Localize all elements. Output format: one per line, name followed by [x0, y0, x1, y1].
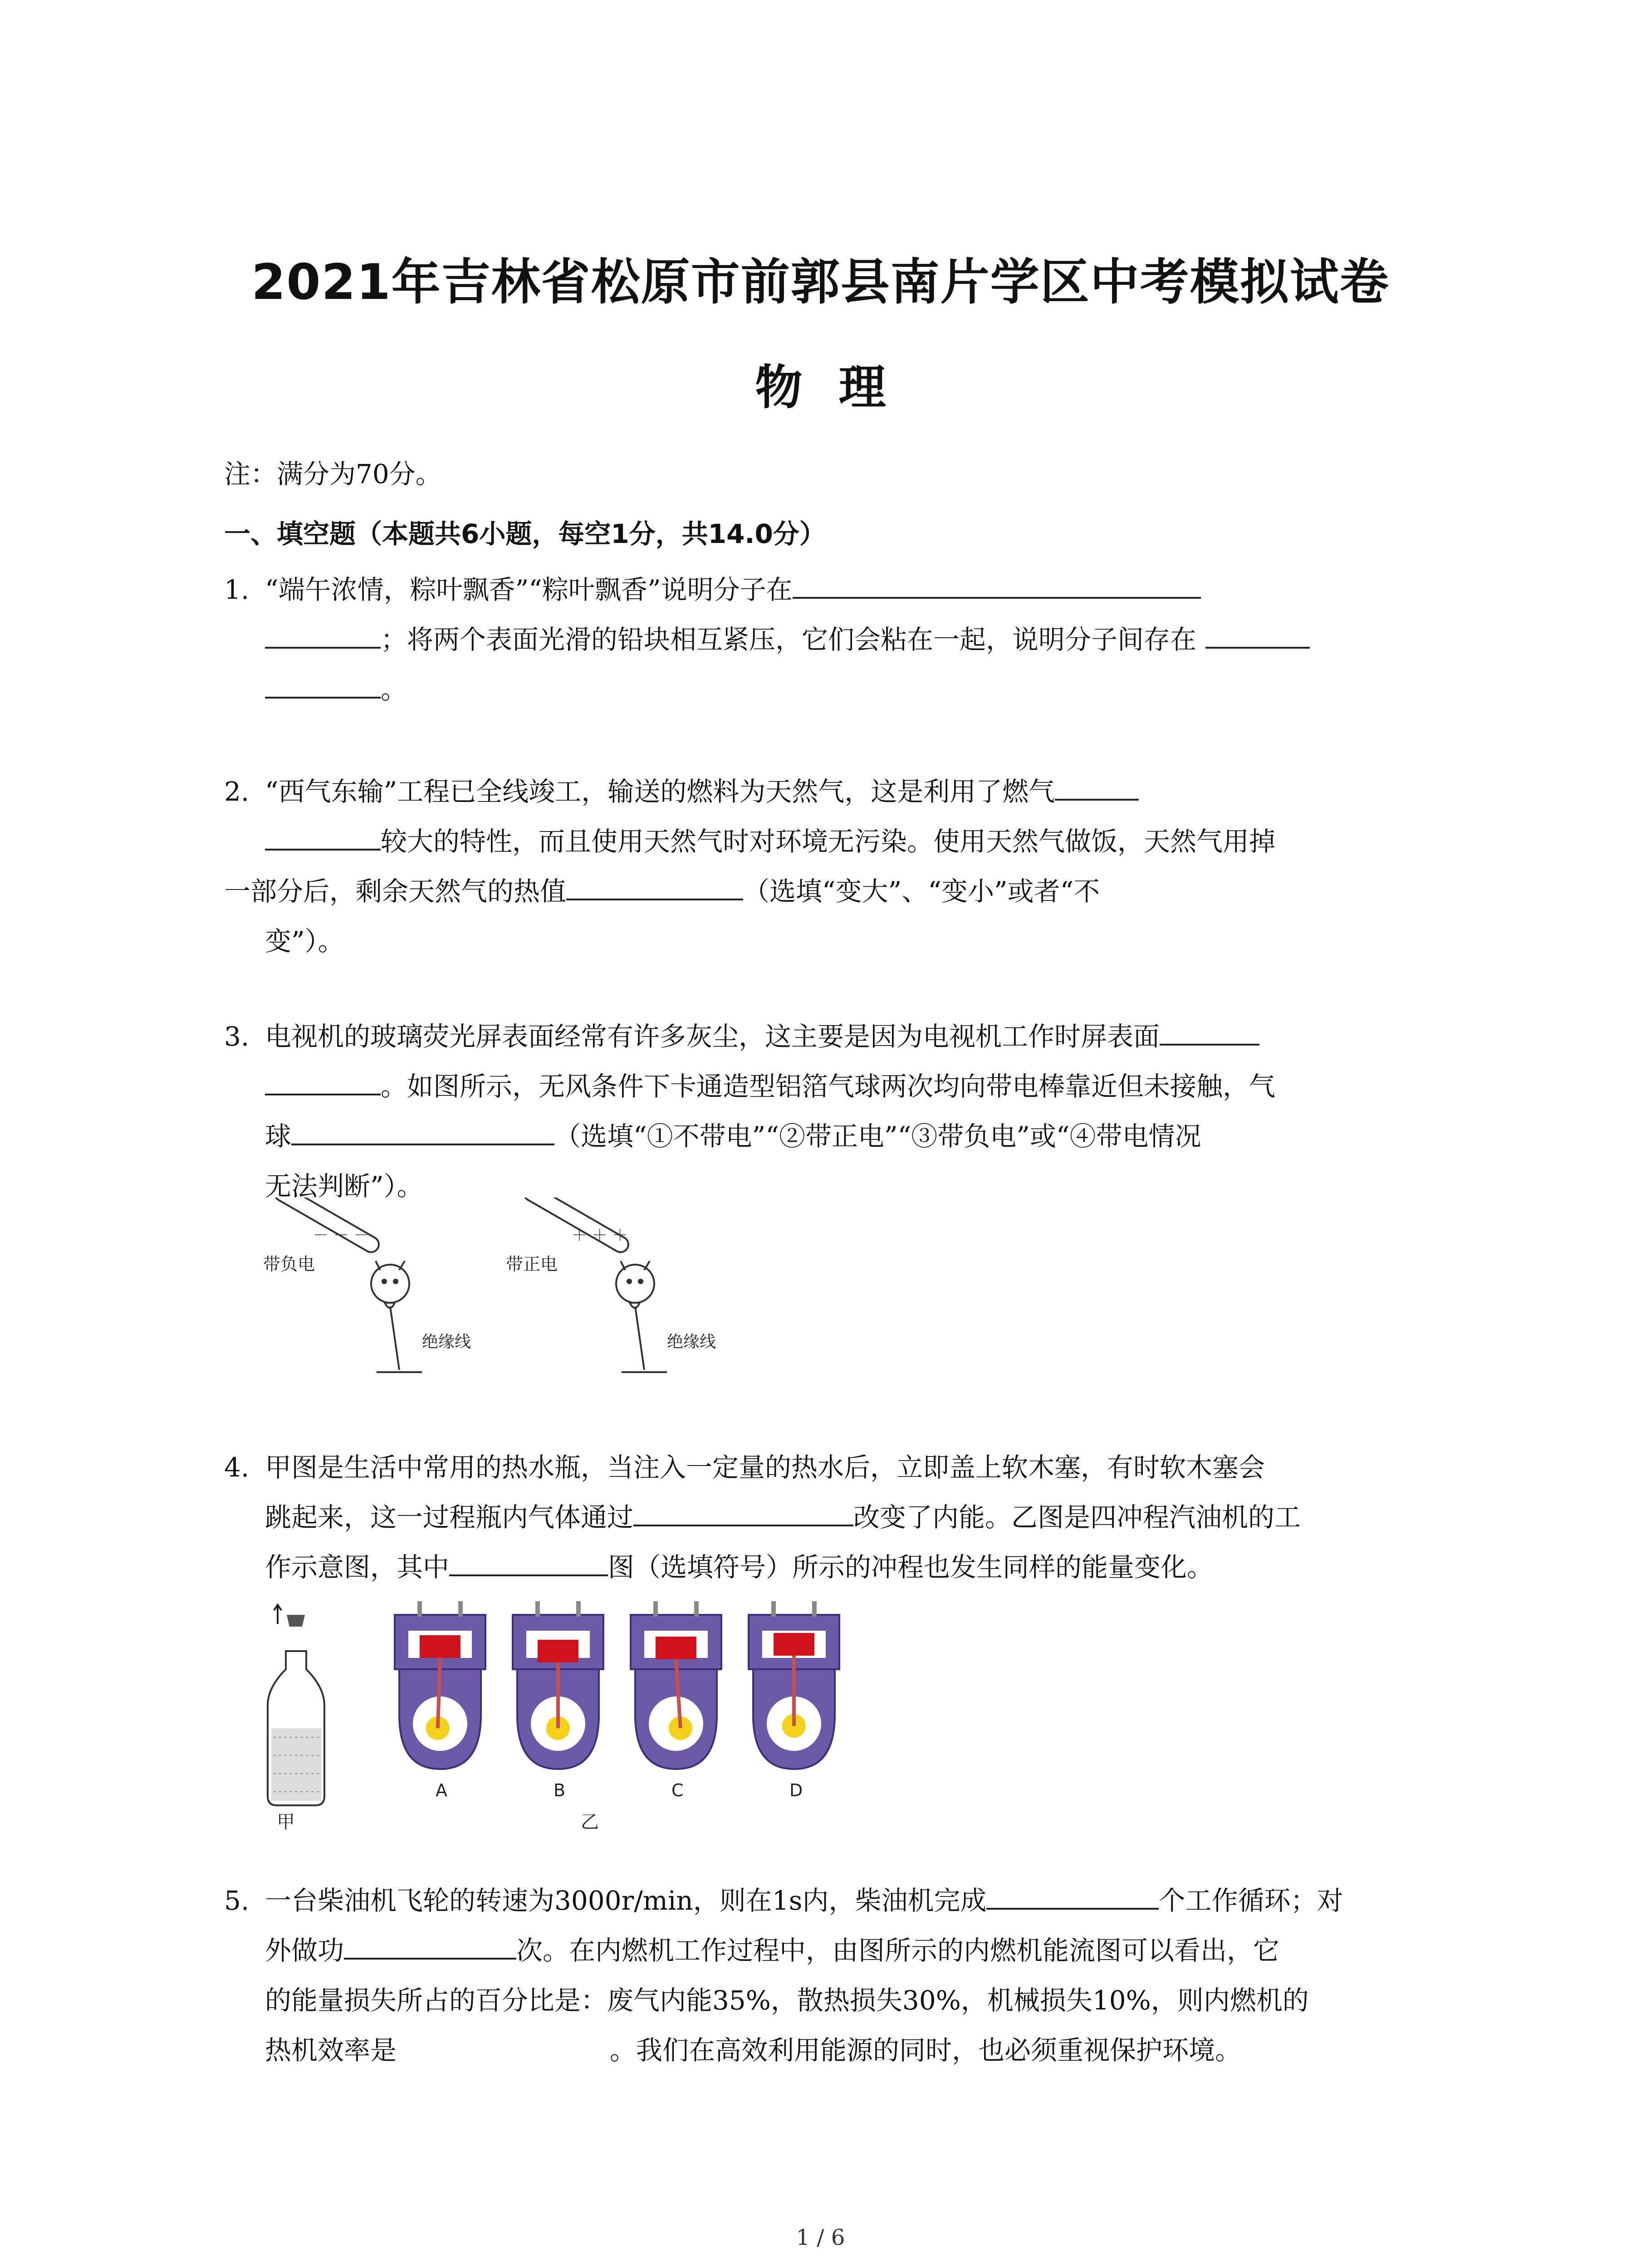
figure-label: 甲 [277, 1812, 295, 1833]
answer-blank[interactable] [1055, 772, 1139, 801]
question-text: 甲图是生活中常用的热水瓶，当注入一定量的热水后，立即盖上软木塞，有时软木塞会 [265, 1452, 1265, 1483]
wire-label: 绝缘线 [667, 1333, 716, 1351]
question-text: 外做功 [265, 1935, 344, 1966]
question-text: “端午浓情，粽叶飘香”“粽叶飘香”说明分子在 [265, 574, 793, 605]
engine-b [513, 1601, 603, 1769]
engine-c [631, 1601, 721, 1769]
engine-a [395, 1601, 485, 1769]
rod-label: 带负电 [263, 1254, 315, 1274]
engine-label: C [671, 1780, 684, 1800]
thermos-icon [268, 1605, 324, 1805]
question-text: 一台柴油机飞轮的转速为3000r/min，则在1s内，柴油机完成 [265, 1885, 987, 1916]
question-text: 作示意图，其中 [265, 1552, 450, 1583]
question-number: 2. [224, 776, 250, 807]
question-number: 4. [224, 1452, 250, 1483]
answer-blank[interactable] [397, 2032, 610, 2059]
answer-blank[interactable] [265, 670, 381, 699]
question-text: 图（选填符号）所示的冲程也发生同样的能量变化。 [608, 1552, 1214, 1583]
rod-charges: － － － [313, 1227, 369, 1245]
question-text: 。 [381, 674, 407, 705]
answer-blank[interactable] [265, 620, 381, 649]
answer-blank[interactable] [1205, 620, 1310, 649]
answer-blank[interactable] [1160, 1017, 1259, 1046]
question-3 [224, 1012, 1449, 1211]
answer-blank[interactable] [291, 1116, 554, 1145]
question-number: 1. [224, 574, 250, 605]
question-text: 电视机的玻璃荧光屏表面经常有许多灰尘，这主要是因为电视机工作时屏表面 [265, 1021, 1160, 1052]
wire-label: 绝缘线 [422, 1333, 471, 1351]
answer-blank[interactable] [633, 1497, 853, 1526]
engine-label: A [436, 1780, 447, 1800]
question-5 [224, 1876, 1449, 2075]
answer-blank[interactable] [449, 1547, 608, 1576]
answer-blank[interactable] [566, 871, 743, 900]
section-heading: 一、填空题（本题共6小题，每空1分，共14.0分） [224, 518, 826, 549]
charged-rod-balloon-figure [259, 1198, 780, 1388]
question-text: ；将两个表面光滑的铅块相互紧压，它们会粘在一起，说明分子间存在 [381, 624, 1197, 655]
question-number: 5. [224, 1885, 250, 1916]
score-note: 注：满分为70分。 [224, 459, 442, 489]
engine-label: B [554, 1780, 566, 1800]
question-text: 跳起来，这一过程瓶内气体通过 [265, 1502, 634, 1533]
figure-label: 乙 [581, 1812, 599, 1833]
subject-title: 物理 [755, 360, 922, 415]
question-text: （选填“①不带电”“②带正电”“③带负电”或“④带电情况 [554, 1121, 1201, 1152]
question-text: 球 [265, 1121, 292, 1152]
page-number: 1 / 6 [796, 2225, 845, 2250]
question-text: 的能量损失所占的百分比是：废气内能35%，散热损失30%，机械损失10%，则内燃机的 [265, 1985, 1309, 2016]
question-text: 改变了内能。乙图是四冲程汽油机的工 [853, 1502, 1301, 1533]
answer-blank[interactable] [265, 821, 381, 850]
exam-title: 2021年吉林省松原市前郭县南片学区中考模拟试卷 [251, 254, 1390, 311]
question-1 [224, 565, 1449, 714]
question-text: 较大的特性，而且使用天然气时对环境无污染。使用天然气做饭，天然气用掉 [381, 826, 1276, 857]
answer-blank[interactable] [793, 570, 1201, 599]
question-text: “西气东输”工程已全线竣工，输送的燃料为天然气，这是利用了燃气 [265, 776, 1055, 807]
question-text: 无法判断”）。 [265, 1171, 423, 1202]
answer-blank[interactable] [265, 1066, 381, 1095]
question-text: 热机效率是 [265, 2035, 397, 2066]
question-2 [224, 767, 1449, 966]
question-text: 一部分后，剩余天然气的热值 [224, 876, 567, 907]
answer-blank[interactable] [986, 1881, 1159, 1910]
balloon-icon [616, 1261, 654, 1308]
thermos-engine-figure [254, 1597, 880, 1833]
question-number: 3. [224, 1021, 250, 1052]
rod-charges: ＋ ＋ ＋ [572, 1227, 628, 1245]
question-4 [224, 1442, 1449, 1592]
balloon-icon [371, 1261, 409, 1308]
answer-blank[interactable] [344, 1931, 516, 1960]
rod-label: 带正电 [506, 1254, 558, 1274]
question-text: （选填“变大”、“变小”或者“不 [743, 876, 1100, 907]
question-text: 。如图所示，无风条件下卡通造型铝箔气球两次均向带电棒靠近但未接触，气 [381, 1071, 1276, 1102]
question-text: 变”）。 [265, 926, 344, 957]
question-text: 次。在内燃机工作过程中，由图所示的内燃机能流图可以看出，它 [516, 1935, 1280, 1966]
question-text: 。我们在高效利用能源的同时，也必须重视保护环境。 [610, 2035, 1242, 2066]
engine-d [749, 1601, 839, 1769]
question-text: 个工作循环；对 [1159, 1885, 1343, 1916]
engine-label: D [789, 1780, 803, 1800]
